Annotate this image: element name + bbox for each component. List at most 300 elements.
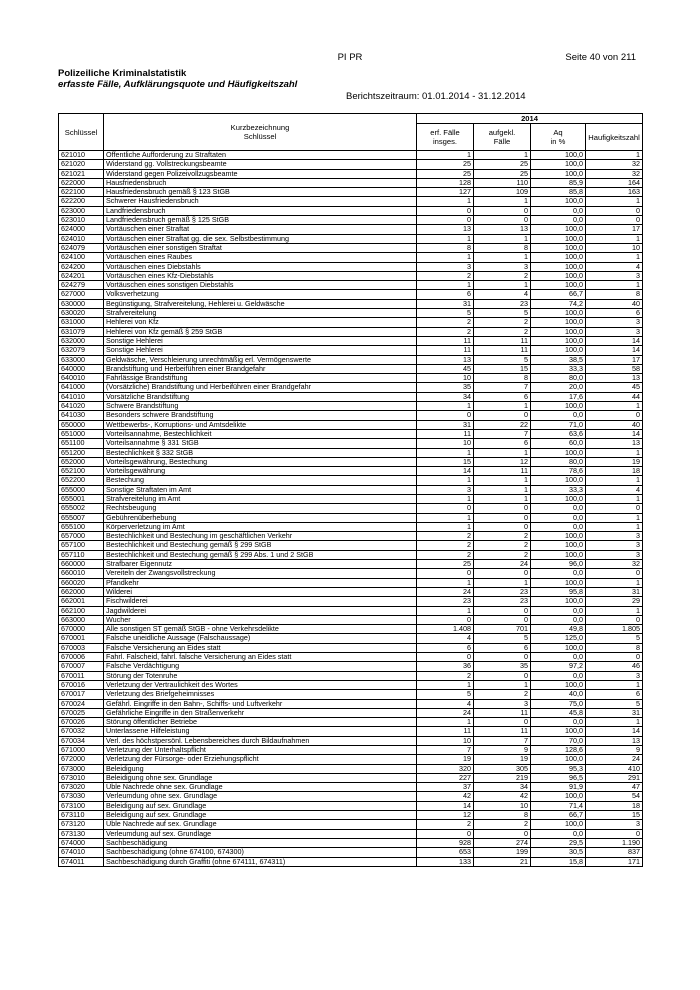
row-cases: 1 [417, 151, 474, 160]
row-frequency: 3 [586, 318, 643, 327]
row-clearance-rate: 100,0 [531, 541, 586, 550]
table-row [59, 485, 643, 494]
table-row [59, 773, 643, 782]
row-cases: 0 [417, 206, 474, 215]
row-clearance-rate: 100,0 [531, 318, 586, 327]
row-clearance-rate: 33,3 [531, 364, 586, 373]
row-key: 621010 [59, 151, 104, 160]
row-cases: 0 [417, 504, 474, 513]
table-row [59, 857, 643, 866]
row-key: 673130 [59, 829, 104, 838]
row-clearance-rate: 0,0 [531, 504, 586, 513]
table-row [59, 606, 643, 615]
column-header-solved: aufgekl. Fälle [474, 124, 531, 151]
row-solved: 5 [474, 355, 531, 364]
document-subtitle: erfasste Fälle, Aufklärungsquote und Häufigkeitszahl [58, 79, 298, 90]
row-frequency: 3 [586, 671, 643, 680]
row-clearance-rate: 0,0 [531, 718, 586, 727]
row-description: Besonders schwere Brandstiftung [104, 411, 417, 420]
row-cases: 42 [417, 792, 474, 801]
table-row [59, 550, 643, 559]
row-key: 652100 [59, 467, 104, 476]
row-frequency: 14 [586, 429, 643, 438]
row-description: Beleidigung auf sex. Grundlage [104, 811, 417, 820]
table-row [59, 522, 643, 531]
row-clearance-rate: 100,0 [531, 680, 586, 689]
row-frequency: 0 [586, 216, 643, 225]
row-solved: 7 [474, 429, 531, 438]
row-cases: 8 [417, 243, 474, 252]
row-solved: 1 [474, 281, 531, 290]
row-clearance-rate: 100,0 [531, 169, 586, 178]
row-description: Vorteilsgewährung [104, 467, 417, 476]
table-row [59, 318, 643, 327]
row-solved: 0 [474, 513, 531, 522]
row-clearance-rate: 100,0 [531, 532, 586, 541]
row-cases: 13 [417, 355, 474, 364]
row-solved: 25 [474, 160, 531, 169]
row-solved: 274 [474, 838, 531, 847]
row-solved: 24 [474, 560, 531, 569]
row-key: 674000 [59, 838, 104, 847]
table-row [59, 718, 643, 727]
row-solved: 34 [474, 783, 531, 792]
row-clearance-rate: 0,0 [531, 513, 586, 522]
row-solved: 0 [474, 569, 531, 578]
row-clearance-rate: 100,0 [531, 243, 586, 252]
table-row [59, 755, 643, 764]
row-description: Verletzung der Fürsorge- oder Erziehungspflicht [104, 755, 417, 764]
row-solved: 0 [474, 615, 531, 624]
row-key: 630020 [59, 309, 104, 318]
row-frequency: 1.190 [586, 838, 643, 847]
row-description: Landfriedensbruch gemäß § 125 StGB [104, 216, 417, 225]
row-description: Verleumdung ohne sex. Grundlage [104, 792, 417, 801]
row-solved: 2 [474, 550, 531, 559]
row-description: Fischwilderei [104, 597, 417, 606]
row-description: Gebührenüberhebung [104, 513, 417, 522]
row-description: Wilderei [104, 587, 417, 596]
row-cases: 31 [417, 299, 474, 308]
row-frequency: 1 [586, 522, 643, 531]
row-description: Geldwäsche, Verschleierung unrechtmäßig erl. Vermögenswerte [104, 355, 417, 364]
row-key: 670006 [59, 653, 104, 662]
row-key: 670016 [59, 680, 104, 689]
row-clearance-rate: 128,6 [531, 746, 586, 755]
row-key: 652200 [59, 476, 104, 485]
row-frequency: 54 [586, 792, 643, 801]
row-description: Brandstiftung und Herbeiführen einer Brandgefahr [104, 364, 417, 373]
row-description: Bestechlichkeit und Bestechung im geschäftlichen Verkehr [104, 532, 417, 541]
table-row [59, 532, 643, 541]
table-row [59, 792, 643, 801]
row-description: Vortäuschen einer Straftat gg. die sex. Selbstbestimmung [104, 234, 417, 243]
row-frequency: 10 [586, 243, 643, 252]
row-frequency: 164 [586, 178, 643, 187]
row-key: 655001 [59, 494, 104, 503]
row-solved: 0 [474, 829, 531, 838]
table-row [59, 216, 643, 225]
row-frequency: 1 [586, 253, 643, 262]
table-row [59, 643, 643, 652]
row-key: 633000 [59, 355, 104, 364]
table-row [59, 820, 643, 829]
table-row [59, 764, 643, 773]
row-cases: 10 [417, 736, 474, 745]
row-key: 670003 [59, 643, 104, 652]
row-frequency: 14 [586, 346, 643, 355]
row-clearance-rate: 80,0 [531, 457, 586, 466]
row-solved: 7 [474, 736, 531, 745]
row-key: 624100 [59, 253, 104, 262]
row-solved: 7 [474, 383, 531, 392]
row-clearance-rate: 96,5 [531, 773, 586, 782]
row-cases: 15 [417, 457, 474, 466]
header-code: PI PR [337, 52, 363, 63]
row-cases: 2 [417, 271, 474, 280]
table-row [59, 262, 643, 271]
row-cases: 13 [417, 225, 474, 234]
row-solved: 1 [474, 253, 531, 262]
row-frequency: 4 [586, 262, 643, 271]
table-row [59, 838, 643, 847]
row-clearance-rate: 100,0 [531, 550, 586, 559]
row-clearance-rate: 17,6 [531, 392, 586, 401]
table-row [59, 346, 643, 355]
row-cases: 1 [417, 448, 474, 457]
row-solved: 2 [474, 532, 531, 541]
row-description: Bestechlichkeit § 332 StGB [104, 448, 417, 457]
row-solved: 0 [474, 718, 531, 727]
row-description: Gefährl. Eingriffe in den Bahn-, Schiffs- und Luftverkehr [104, 699, 417, 708]
row-key: 673100 [59, 801, 104, 810]
row-clearance-rate: 71,0 [531, 420, 586, 429]
table-row [59, 634, 643, 643]
row-description: Vortäuschen eines Kfz-Diebstahls [104, 271, 417, 280]
row-clearance-rate: 100,0 [531, 151, 586, 160]
row-frequency: 163 [586, 188, 643, 197]
page-number: Seite 40 von 211 [565, 52, 636, 63]
row-cases: 6 [417, 290, 474, 299]
row-clearance-rate: 0,0 [531, 206, 586, 215]
row-cases: 25 [417, 160, 474, 169]
row-solved: 23 [474, 597, 531, 606]
row-description: Hehlerei von Kfz [104, 318, 417, 327]
row-solved: 5 [474, 634, 531, 643]
row-frequency: 32 [586, 560, 643, 569]
row-key: 670024 [59, 699, 104, 708]
table-row [59, 476, 643, 485]
table-row [59, 169, 643, 178]
row-frequency: 1 [586, 402, 643, 411]
row-clearance-rate: 15,8 [531, 857, 586, 866]
row-frequency: 4 [586, 485, 643, 494]
row-frequency: 17 [586, 225, 643, 234]
row-frequency: 32 [586, 160, 643, 169]
row-clearance-rate: 100,0 [531, 197, 586, 206]
row-description: Vortäuschen einer sonstigen Straftat [104, 243, 417, 252]
row-description: Verletzung der Vertraulichkeit des Wortes [104, 680, 417, 689]
row-description: Strafvereitelung im Amt [104, 494, 417, 503]
row-cases: 0 [417, 216, 474, 225]
row-frequency: 1 [586, 578, 643, 587]
row-solved: 23 [474, 587, 531, 596]
row-frequency: 3 [586, 271, 643, 280]
row-solved: 8 [474, 374, 531, 383]
row-solved: 1 [474, 402, 531, 411]
row-description: Fahrl. Falscheid, fahrl. falsche Versicherung an Eides statt [104, 653, 417, 662]
row-key: 657000 [59, 532, 104, 541]
row-clearance-rate: 100,0 [531, 225, 586, 234]
table-row [59, 327, 643, 336]
row-key: 627000 [59, 290, 104, 299]
row-key: 651000 [59, 429, 104, 438]
row-description: Rechtsbeugung [104, 504, 417, 513]
row-description: Schwerer Hausfriedensbruch [104, 197, 417, 206]
column-header-clearance-rate: Aq in % [531, 124, 586, 151]
table-row [59, 420, 643, 429]
row-cases: 0 [417, 411, 474, 420]
row-frequency: 13 [586, 736, 643, 745]
row-cases: 0 [417, 653, 474, 662]
row-frequency: 14 [586, 336, 643, 345]
row-clearance-rate: 100,0 [531, 346, 586, 355]
row-cases: 37 [417, 783, 474, 792]
row-frequency: 8 [586, 643, 643, 652]
row-description: Körperverletzung im Amt [104, 522, 417, 531]
row-cases: 7 [417, 746, 474, 755]
row-cases: 653 [417, 848, 474, 857]
row-description: Sachbeschädigung durch Graffiti (ohne 674111, 674311) [104, 857, 417, 866]
column-header-description: Kurzbezeichnung Schlüssel [104, 114, 417, 151]
row-cases: 133 [417, 857, 474, 866]
row-description: Störung der Totenruhe [104, 671, 417, 680]
row-key: 655007 [59, 513, 104, 522]
row-solved: 15 [474, 364, 531, 373]
row-solved: 11 [474, 708, 531, 717]
row-solved: 0 [474, 411, 531, 420]
row-key: 662100 [59, 606, 104, 615]
row-solved: 23 [474, 299, 531, 308]
row-clearance-rate: 0,0 [531, 606, 586, 615]
row-cases: 0 [417, 569, 474, 578]
row-solved: 2 [474, 541, 531, 550]
row-key: 660000 [59, 560, 104, 569]
row-cases: 2 [417, 671, 474, 680]
row-clearance-rate: 66,7 [531, 290, 586, 299]
row-description: Gefährliche Eingriffe in den Straßenverkehr [104, 708, 417, 717]
row-clearance-rate: 29,5 [531, 838, 586, 847]
table-row [59, 848, 643, 857]
row-frequency: 6 [586, 690, 643, 699]
row-cases: 928 [417, 838, 474, 847]
row-frequency: 1 [586, 448, 643, 457]
row-cases: 45 [417, 364, 474, 373]
column-header-cases: erf. Fälle insges. [417, 124, 474, 151]
row-solved: 11 [474, 467, 531, 476]
row-description: Fahrlässige Brandstiftung [104, 374, 417, 383]
row-key: 631000 [59, 318, 104, 327]
row-description: Unterlassene Hilfeleistung [104, 727, 417, 736]
row-key: 622000 [59, 178, 104, 187]
row-cases: 1 [417, 680, 474, 689]
row-cases: 1 [417, 476, 474, 485]
row-key: 662001 [59, 597, 104, 606]
row-frequency: 1 [586, 494, 643, 503]
row-description: Üble Nachrede ohne sex. Grundlage [104, 783, 417, 792]
row-clearance-rate: 100,0 [531, 336, 586, 345]
row-frequency: 0 [586, 569, 643, 578]
table-row [59, 234, 643, 243]
table-row [59, 402, 643, 411]
row-frequency: 6 [586, 309, 643, 318]
row-solved: 12 [474, 457, 531, 466]
row-clearance-rate: 100,0 [531, 643, 586, 652]
row-key: 632079 [59, 346, 104, 355]
row-frequency: 3 [586, 550, 643, 559]
row-solved: 8 [474, 811, 531, 820]
row-description: Hausfriedensbruch [104, 178, 417, 187]
row-key: 622100 [59, 188, 104, 197]
row-key: 662000 [59, 587, 104, 596]
row-solved: 3 [474, 699, 531, 708]
row-cases: 5 [417, 309, 474, 318]
row-solved: 1 [474, 680, 531, 689]
row-clearance-rate: 78,6 [531, 467, 586, 476]
row-description: Alle sonstigen ST gemäß StGB - ohne Verkehrsdelikte [104, 625, 417, 634]
table-row [59, 662, 643, 671]
row-key: 623010 [59, 216, 104, 225]
row-cases: 1 [417, 606, 474, 615]
row-key: 674011 [59, 857, 104, 866]
row-frequency: 410 [586, 764, 643, 773]
row-description: Verleumdung auf sex. Grundlage [104, 829, 417, 838]
row-key: 673010 [59, 773, 104, 782]
row-key: 621021 [59, 169, 104, 178]
row-cases: 0 [417, 829, 474, 838]
row-clearance-rate: 0,0 [531, 216, 586, 225]
table-row [59, 429, 643, 438]
row-clearance-rate: 85,9 [531, 178, 586, 187]
row-cases: 4 [417, 634, 474, 643]
row-description: Vorteilsgewährung, Bestechung [104, 457, 417, 466]
table-row [59, 671, 643, 680]
row-cases: 24 [417, 587, 474, 596]
row-frequency: 171 [586, 857, 643, 866]
row-frequency: 837 [586, 848, 643, 857]
row-solved: 11 [474, 727, 531, 736]
row-solved: 22 [474, 420, 531, 429]
row-key: 670001 [59, 634, 104, 643]
row-clearance-rate: 85,8 [531, 188, 586, 197]
row-description: Begünstigung, Strafvereitelung, Hehlerei u. Geldwäsche [104, 299, 417, 308]
table-row [59, 578, 643, 587]
table-row [59, 197, 643, 206]
row-cases: 12 [417, 811, 474, 820]
row-frequency: 46 [586, 662, 643, 671]
row-description: Hehlerei von Kfz gemäß § 259 StGB [104, 327, 417, 336]
table-row [59, 392, 643, 401]
row-clearance-rate: 100,0 [531, 253, 586, 262]
row-frequency: 32 [586, 169, 643, 178]
table-row [59, 615, 643, 624]
table-row [59, 225, 643, 234]
row-key: 670032 [59, 727, 104, 736]
table-row [59, 513, 643, 522]
row-description: Beleidigung [104, 764, 417, 773]
row-description: Wettbewerbs-, Korruptions- und Amtsdelikte [104, 420, 417, 429]
row-cases: 1 [417, 197, 474, 206]
row-key: 652000 [59, 457, 104, 466]
document-title: Polizeiliche Kriminalstatistik [58, 68, 187, 79]
row-key: 670025 [59, 708, 104, 717]
row-solved: 25 [474, 169, 531, 178]
row-cases: 23 [417, 597, 474, 606]
row-description: Öffentliche Aufforderung zu Straftaten [104, 151, 417, 160]
row-key: 650000 [59, 420, 104, 429]
row-frequency: 29 [586, 597, 643, 606]
table-row [59, 680, 643, 689]
row-frequency: 1 [586, 476, 643, 485]
row-description: Schwere Brandstiftung [104, 402, 417, 411]
table-row [59, 411, 643, 420]
row-key: 622200 [59, 197, 104, 206]
row-frequency: 3 [586, 532, 643, 541]
row-description: Vorteilsannahme § 331 StGB [104, 439, 417, 448]
row-solved: 6 [474, 643, 531, 652]
row-cases: 320 [417, 764, 474, 773]
table-row [59, 541, 643, 550]
column-header-year: 2014 [417, 114, 643, 124]
row-clearance-rate: 95,3 [531, 764, 586, 773]
row-cases: 1 [417, 578, 474, 587]
table-row [59, 494, 643, 503]
row-cases: 1 [417, 402, 474, 411]
row-key: 640000 [59, 364, 104, 373]
row-cases: 4 [417, 699, 474, 708]
row-key: 632000 [59, 336, 104, 345]
row-cases: 3 [417, 262, 474, 271]
row-clearance-rate: 0,0 [531, 569, 586, 578]
row-solved: 0 [474, 653, 531, 662]
row-clearance-rate: 100,0 [531, 597, 586, 606]
row-solved: 1 [474, 151, 531, 160]
column-header-frequency: Haufigkeitszahl [586, 124, 643, 151]
row-frequency: 1 [586, 197, 643, 206]
row-key: 655100 [59, 522, 104, 531]
row-key: 655000 [59, 485, 104, 494]
row-description: Sonstige Straftaten im Amt [104, 485, 417, 494]
row-key: 640010 [59, 374, 104, 383]
row-cases: 1.408 [417, 625, 474, 634]
row-frequency: 1 [586, 281, 643, 290]
row-solved: 8 [474, 243, 531, 252]
row-cases: 19 [417, 755, 474, 764]
row-frequency: 58 [586, 364, 643, 373]
row-frequency: 13 [586, 439, 643, 448]
row-solved: 1 [474, 197, 531, 206]
row-solved: 21 [474, 857, 531, 866]
row-key: 624200 [59, 262, 104, 271]
row-key: 641030 [59, 411, 104, 420]
row-key: 641000 [59, 383, 104, 392]
row-frequency: 1 [586, 718, 643, 727]
table-row [59, 467, 643, 476]
table-row [59, 281, 643, 290]
row-frequency: 18 [586, 467, 643, 476]
row-clearance-rate: 60,0 [531, 439, 586, 448]
row-description: Beleidigung auf sex. Grundlage [104, 801, 417, 810]
